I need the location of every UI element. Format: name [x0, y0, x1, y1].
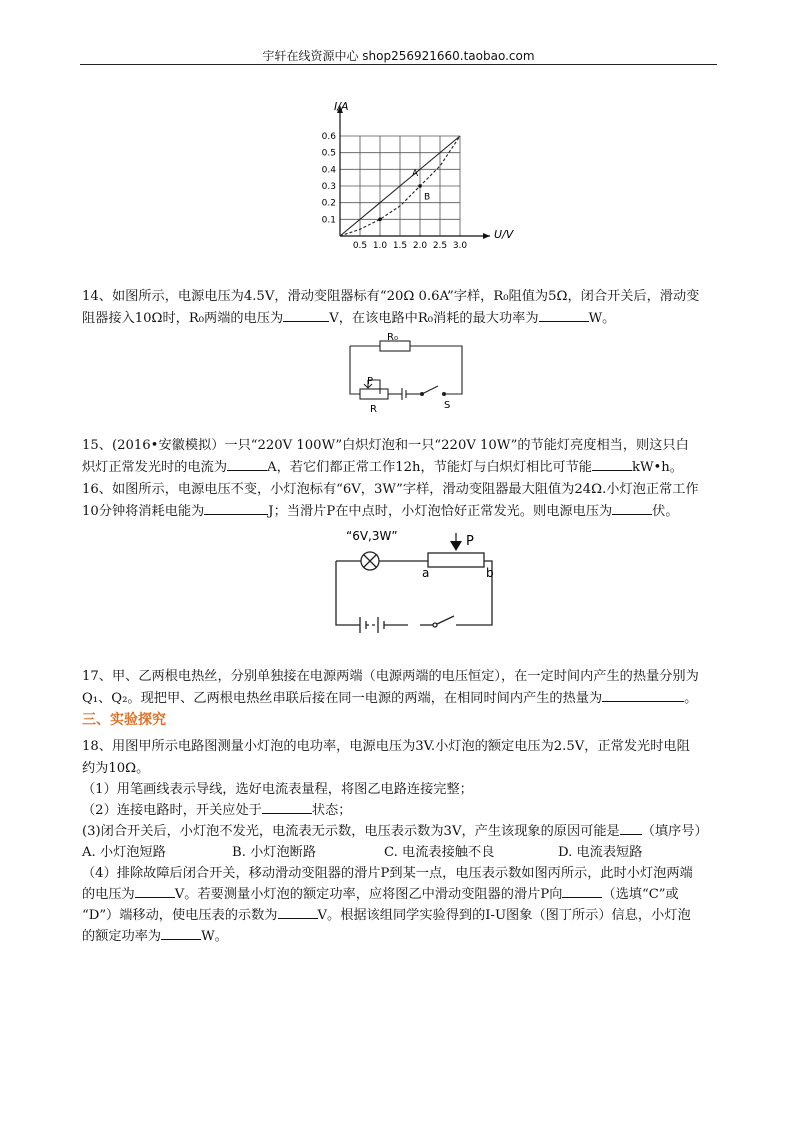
x-tick-label: 3.0: [452, 241, 468, 251]
y-tick-label: 0.3: [321, 182, 336, 192]
iu-graph: [318, 96, 528, 276]
data-point: [418, 184, 422, 188]
y-axis-label: I/A: [334, 100, 349, 113]
q18-sub4-line3: [82, 906, 691, 926]
q18-sub3: [82, 822, 708, 842]
q16-circuit: [330, 525, 500, 645]
q15-text-a: 炽灯正常发光时的电流为: [82, 460, 228, 475]
q16-text-a: 10分钟将消耗电能为: [82, 504, 205, 519]
q14-text-c: W。: [588, 311, 616, 326]
q15-line1: 15、(2016•安徽模拟）一只“220V 100W”白炽灯泡和一只“220V 10W”的节能灯亮度相当，则这只白: [82, 438, 689, 453]
y-tick-label: 0.4: [321, 165, 336, 176]
q14-circuit: [340, 332, 470, 414]
series-label-B: B: [424, 192, 431, 203]
q18-sub4-text-c: （选填“C”或: [602, 887, 679, 902]
q16-label-p: P: [466, 534, 474, 549]
q18-blank-lamp-voltage[interactable]: [135, 885, 175, 898]
q14-label-r0: R₀: [387, 332, 398, 343]
q14-line2: [82, 309, 615, 329]
choice-d[interactable]: D. 电流表短路: [558, 845, 643, 860]
data-point: [378, 218, 382, 222]
q16-blank-energy[interactable]: [204, 502, 268, 515]
q18-sub4-text-g: W。: [201, 929, 228, 944]
q16-text-c: 伏。: [652, 504, 679, 519]
q16-line1: 16、如图所示，电源电压不变，小灯泡标有“6V，3W”字样，滑动变阻器最大阻值为24Ω.小灯泡正常工作: [82, 482, 699, 497]
q18-blank-rated-power[interactable]: [161, 927, 201, 940]
q16-label-a: a: [422, 566, 430, 580]
q15-text-c: kW•h。: [631, 460, 683, 475]
q15-blank-energy[interactable]: [592, 458, 632, 471]
q16-label-lamp: “6V,3W”: [346, 529, 398, 543]
q14-text-a: 阻器接入10Ω时，R₀两端的电压为: [82, 311, 284, 326]
q14-line1: 14、如图所示，电源电压为4.5V，滑动变阻器标有“20Ω 0.6A”字样，R₀阻值为5Ω，闭合开关后，滑动变: [82, 289, 700, 304]
q18-sub2-text-b: 状态；: [311, 803, 352, 818]
q18-sub2: [82, 801, 351, 821]
q18-sub3-text-b: （填序号）: [641, 824, 708, 839]
q16-blank-voltage[interactable]: [612, 502, 652, 515]
y-tick-label: 0.2: [321, 198, 336, 209]
q18-blank-cause[interactable]: [620, 822, 642, 835]
chart-labels: [322, 100, 515, 251]
q18-blank-direction[interactable]: [562, 885, 602, 898]
q17-text-b: 。: [684, 691, 698, 706]
q14-label-p: P: [367, 376, 374, 387]
q18-line2: 约为10Ω。: [82, 761, 150, 776]
q18-sub4-line1: （4）排除故障后闭合开关，移动滑动变阻器的滑片P到某一点，电压表示数如图丙所示，此时小灯泡两端: [82, 866, 693, 881]
q18-sub1: （1）用笔画线表示导线，选好电流表量程，将图乙电路连接完整；: [82, 782, 473, 797]
x-axis-label: U/V: [494, 228, 514, 241]
q14-label-s: S: [444, 400, 451, 411]
q18-sub3-text-a: (3)闭合开关后，小灯泡不发光，电流表无示数，电压表示数为3V，产生该现象的原因可能是: [82, 824, 620, 839]
x-tick-label: 0.5: [352, 241, 368, 251]
choice-b[interactable]: B. 小灯泡断路: [232, 845, 317, 860]
q17-text-a: Q₁、Q₂。现把甲、乙两根电热丝串联后接在同一电源的两端，在相同时间内产生的热量为: [82, 691, 603, 706]
q17-line1: 17、甲、乙两根电热丝，分别单独接在电源两端（电源两端的电压恒定），在一定时间内产生的热量分别为: [82, 669, 699, 684]
q16-line2: [82, 502, 679, 522]
q18-sub4-line2: [82, 885, 679, 905]
q15-text-b: A，若它们都正常工作12h，节能灯与白炽灯相比可节能: [267, 460, 592, 475]
q14-label-r: R: [370, 404, 377, 414]
page-header: 宇轩在线资源中心 shop256921660.taobao.com: [262, 49, 535, 63]
q17-line2: [82, 689, 697, 709]
q18-sub4-text-f: 的额定功率为: [82, 929, 162, 944]
q14-blank-power[interactable]: [539, 309, 589, 322]
q17-blank-heat[interactable]: [602, 689, 684, 702]
q18-blank-switch[interactable]: [262, 801, 312, 814]
q18-sub4-text-d: “D”）端移动，使电压表的示数为: [82, 908, 278, 923]
q16-text-b: J；当滑片P在中点时，小灯泡恰好正常发光。则电源电压为: [268, 504, 613, 519]
x-tick-label: 2.0: [412, 241, 428, 251]
q15-line2: [82, 458, 683, 478]
q18-sub4-text-e: V。根据该组同学实验得到的I-U图象（图丁所示）信息，小灯泡: [317, 908, 691, 923]
choice-c[interactable]: C. 电流表接触不良: [384, 845, 495, 860]
q14-text-b: V，在该电路中R₀消耗的最大功率为: [329, 311, 539, 326]
q15-blank-current[interactable]: [227, 458, 267, 471]
y-tick-label: 0.6: [321, 132, 336, 142]
y-tick-label: 0.5: [321, 148, 336, 159]
x-tick-label: 1.5: [392, 241, 408, 251]
header-rule: [80, 64, 717, 65]
q14-blank-voltage[interactable]: [283, 309, 329, 322]
q18-sub2-text-a: （2）连接电路时，开关应处于: [82, 803, 262, 818]
x-axis-arrow: [483, 233, 490, 239]
q18-sub4-text-b: V。若要测量小灯泡的额定功率，应将图乙中滑动变阻器的滑片P向: [174, 887, 563, 902]
choice-a[interactable]: A. 小灯泡短路: [82, 845, 166, 860]
section-heading: 三、实验探究: [82, 712, 166, 728]
q16-label-b: b: [486, 566, 494, 580]
x-tick-label: 2.5: [432, 241, 448, 251]
q18-line1: 18、用图甲所示电路图测量小灯泡的电功率，电源电压为3V.小灯泡的额定电压为2.5V，正常发光时电阻: [82, 739, 690, 754]
series-label-A: A: [412, 169, 419, 179]
x-tick-label: 1.0: [372, 241, 388, 251]
q18-blank-target-voltage[interactable]: [278, 906, 318, 919]
q18-sub4-line4: [82, 927, 228, 947]
q18-sub4-text-a: 的电压为: [82, 887, 135, 902]
y-tick-label: 0.1: [321, 215, 336, 226]
